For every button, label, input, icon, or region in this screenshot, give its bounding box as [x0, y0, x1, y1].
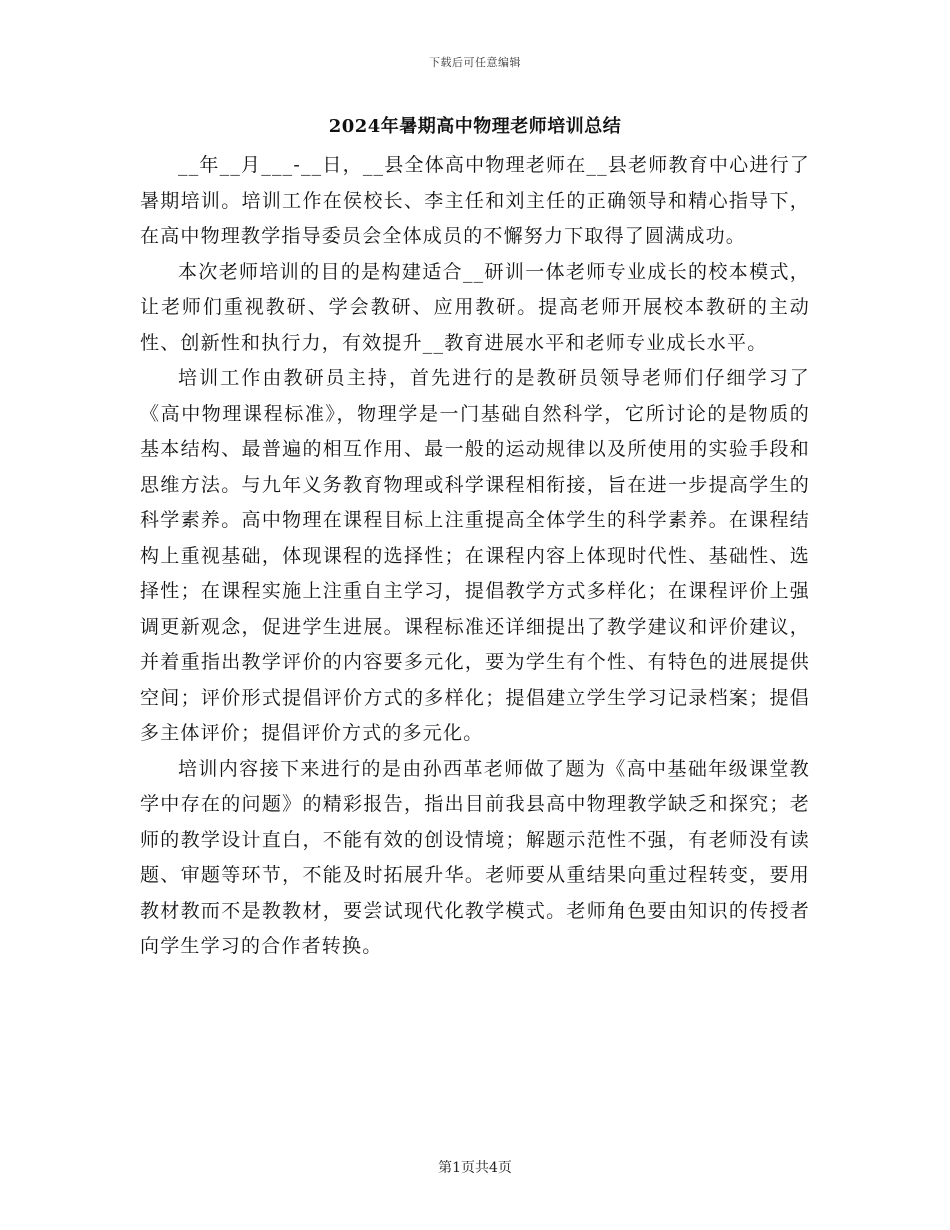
paragraph-2: 本次老师培训的目的是构建适合__研训一体老师专业成长的校本模式，让老师们重视教研、学会教研、应用教研。提高老师开展校本教研的主动性、创新性和执行力，有效提升__教育进展水平和老师专业成长水平。	[140, 260, 810, 354]
paragraph-4: 培训内容接下来进行的是由孙西革老师做了题为《高中基础年级课堂教学中存在的问题》的精彩报告，指出目前我县高中物理教学缺乏和探究；老师的教学设计直白，不能有效的创设情境；解题示范性不强，有老师没有读题、审题等环节，不能及时拓展升华。老师要从重结果向重过程转变，要用教材教而不是教教材，要尝试现代化教学模式。老师角色要由知识的传授者向学生学习的合作者转换。	[140, 757, 810, 957]
paragraph-3: 培训工作由教研员主持，首先进行的是教研员领导老师们仔细学习了《高中物理课程标准》，物理学是一门基础自然科学，它所讨论的是物质的基本结构、最普遍的相互作用、最一般的运动规律以及所使用的实验手段和思维方法。与九年义务教育物理或科学课程相衔接，旨在进一步提高学生的科学素养。高中物理在课程目标上注重提高全体学生的科学素养。在课程结构上重视基础，体现课程的选择性；在课程内容上体现时代性、基础性、选择性；在课程实施上注重自主学习，提倡教学方式多样化；在课程评价上强调更新观念，促进学生进展。课程标准还详细提出了教学建议和评价建议，并着重指出教学评价的内容要多元化，要为学生有个性、有特色的进展提供空间；评价形式提倡评价方式的多样化；提倡建立学生学习记录档案；提倡多主体评价；提倡评价方式的多元化。	[140, 367, 810, 744]
document-body	[140, 148, 810, 965]
header-note: 下载后可任意编辑	[429, 56, 521, 69]
document-title: 2024年暑期高中物理老师培训总结	[328, 116, 622, 137]
paragraph-1: __年__月___-__日，__县全体高中物理老师在__县老师教育中心进行了暑期培训。培训工作在侯校长、李主任和刘主任的正确领导和精心指导下，在高中物理教学指导委员会全体成员的不懈努力下取得了圆满成功。	[140, 154, 810, 247]
page-number: 第1页共4页	[438, 1160, 512, 1176]
